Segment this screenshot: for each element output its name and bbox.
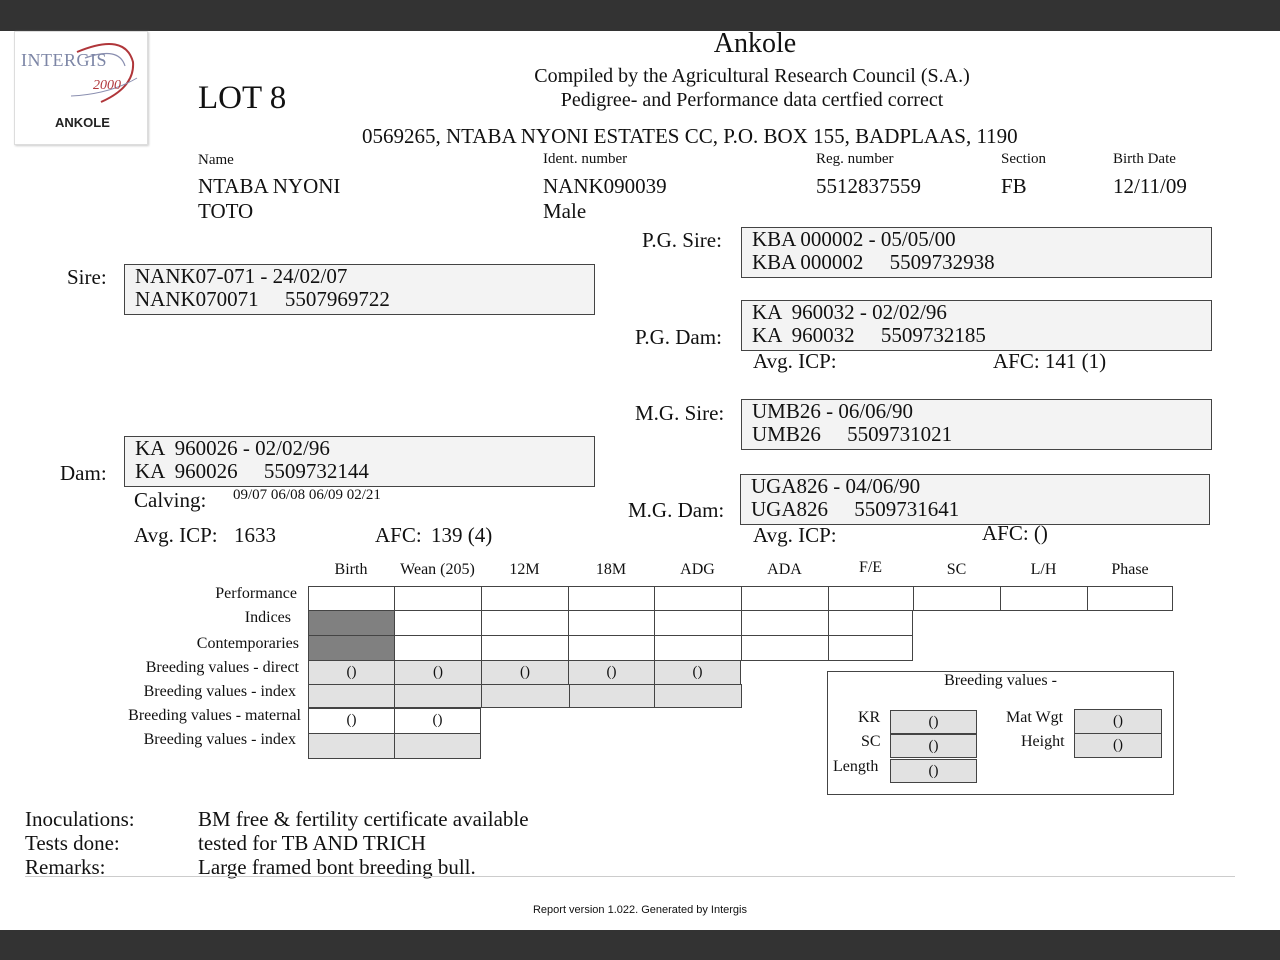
sire-line-1: NANK07-071 - 24/02/07 bbox=[135, 264, 348, 288]
bv-kr-label: KR bbox=[858, 709, 881, 726]
pgdam-label: P.G. Dam: bbox=[635, 325, 722, 349]
row-bv-index-1: Breeding values - index bbox=[143, 683, 296, 700]
calving-label: Calving: bbox=[134, 488, 207, 512]
logo-year: 2000 bbox=[93, 78, 121, 93]
contemp-cell bbox=[308, 635, 395, 661]
pgsire-line-1: KBA 000002 - 05/05/00 bbox=[752, 227, 956, 251]
perf-cell bbox=[308, 586, 395, 611]
perf-cell bbox=[1087, 586, 1173, 611]
pg-icp-label: Avg. ICP: bbox=[753, 349, 837, 373]
reg-label: Reg. number bbox=[816, 151, 894, 167]
remarks-value: Large framed bont breeding bull. bbox=[198, 855, 476, 879]
dam-label: Dam: bbox=[60, 461, 107, 485]
bv-height-value: () bbox=[1074, 733, 1162, 758]
bv-matwgt-value: () bbox=[1074, 709, 1162, 734]
logo-brand: INTERGIS bbox=[21, 50, 107, 70]
pgdam-line-1: KA 960032 - 02/02/96 bbox=[752, 300, 947, 324]
bv-index2-cell bbox=[308, 733, 395, 759]
mgdam-line-2: UGA826 5509731641 bbox=[751, 497, 960, 521]
dam-icp-value: 1633 bbox=[234, 523, 276, 547]
logo-swoosh-icon bbox=[15, 32, 147, 112]
col-fe: F/E bbox=[858, 559, 883, 576]
sire-box bbox=[124, 264, 595, 315]
owner-details: 0569265, NTABA NYONI ESTATES CC, P.O. BOX 155, BADPLAAS, 1190 bbox=[362, 124, 1018, 148]
inoc-label: Inoculations: bbox=[25, 807, 135, 831]
inoc-value: BM free & fertility certificate available bbox=[198, 807, 529, 831]
sire-line-2: NANK070071 5507969722 bbox=[135, 287, 390, 311]
mgsire-box bbox=[741, 399, 1212, 450]
mg-icp-label: Avg. ICP: bbox=[753, 523, 837, 547]
bv-index-cell bbox=[481, 684, 570, 708]
footer-divider bbox=[25, 876, 1235, 877]
animal-name: NTABA NYONI bbox=[198, 174, 341, 198]
indices-cell bbox=[568, 610, 655, 636]
bv-maternal-cell: () bbox=[308, 708, 395, 734]
bv-height-label: Height bbox=[1021, 733, 1065, 750]
row-bv-index-2: Breeding values - index bbox=[143, 731, 296, 748]
birth-label: Birth Date bbox=[1113, 151, 1176, 167]
col-birth: Birth bbox=[334, 561, 368, 578]
bv-direct-cell: () bbox=[308, 660, 395, 685]
mgdam-line-1: UGA826 - 04/06/90 bbox=[751, 474, 921, 498]
name-label: Name bbox=[198, 152, 234, 168]
remarks-label: Remarks: bbox=[25, 855, 106, 879]
lot-number: LOT 8 bbox=[198, 80, 287, 116]
mgsire-line-1: UMB26 - 06/06/90 bbox=[752, 399, 914, 423]
reg-number: 5512837559 bbox=[816, 174, 921, 198]
breed-title: Ankole bbox=[713, 28, 797, 59]
bv-sc-value: () bbox=[890, 734, 977, 758]
indices-cell bbox=[654, 610, 742, 636]
indices-cell bbox=[308, 610, 395, 636]
calving-dates: 09/07 06/08 06/09 02/21 bbox=[233, 487, 381, 503]
perf-cell bbox=[481, 586, 569, 611]
bv-sc-label: SC bbox=[861, 733, 881, 750]
contemp-cell bbox=[394, 635, 482, 661]
dam-afc-value: 139 (4) bbox=[431, 523, 493, 547]
row-contemporaries: Contemporaries bbox=[196, 635, 299, 652]
certified-note: Pedigree- and Performance data certfied correct bbox=[560, 89, 944, 111]
perf-cell bbox=[828, 586, 914, 611]
perf-cell bbox=[654, 586, 742, 611]
bv-length-value: () bbox=[890, 759, 977, 783]
section-label: Section bbox=[1001, 151, 1046, 167]
col-18m: 18M bbox=[595, 561, 627, 578]
col-12m: 12M bbox=[509, 561, 540, 578]
compiled-by: Compiled by the Agricultural Research Council (S.A.) bbox=[534, 65, 970, 87]
bv-matwgt-label: Mat Wgt bbox=[1006, 709, 1064, 726]
animal-sex: Male bbox=[543, 199, 587, 223]
bv-index-cell bbox=[654, 684, 742, 708]
contemp-cell bbox=[568, 635, 655, 661]
dam-icp-label: Avg. ICP: bbox=[134, 523, 218, 547]
indices-cell bbox=[481, 610, 569, 636]
tests-value: tested for TB AND TRICH bbox=[198, 831, 426, 855]
contemp-cell bbox=[741, 635, 829, 661]
dam-line-1: KA 960026 - 02/02/96 bbox=[135, 436, 330, 460]
col-ada: ADA bbox=[767, 561, 802, 578]
pgdam-line-2: KA 960032 5509732185 bbox=[752, 323, 986, 347]
birth-date: 12/11/09 bbox=[1113, 174, 1187, 198]
mgdam-label: M.G. Dam: bbox=[628, 498, 725, 522]
dam-box bbox=[124, 436, 595, 487]
perf-cell bbox=[394, 586, 482, 611]
sire-label: Sire: bbox=[67, 265, 107, 289]
report-version: Report version 1.022. Generated by Intergis bbox=[532, 904, 747, 916]
bv-direct-cell: () bbox=[654, 660, 741, 685]
bv-index-cell bbox=[569, 684, 655, 708]
perf-cell bbox=[741, 586, 829, 611]
mgsire-line-2: UMB26 5509731021 bbox=[752, 422, 953, 446]
bv-direct-cell: () bbox=[394, 660, 482, 685]
col-adg: ADG bbox=[680, 561, 715, 578]
bv-maternal-cell: () bbox=[394, 708, 481, 734]
pgsire-label: P.G. Sire: bbox=[642, 228, 722, 252]
mgsire-label: M.G. Sire: bbox=[635, 401, 725, 425]
perf-cell bbox=[568, 586, 655, 611]
contemp-cell bbox=[481, 635, 569, 661]
perf-cell bbox=[913, 586, 1001, 611]
pgsire-box bbox=[741, 227, 1212, 278]
contemp-cell bbox=[828, 635, 913, 661]
indices-cell bbox=[394, 610, 482, 636]
top-bar bbox=[0, 0, 1280, 31]
col-wean: Wean (205) bbox=[400, 561, 475, 578]
logo-breed: ANKOLE bbox=[55, 115, 110, 130]
bv-length-label: Length bbox=[833, 758, 879, 775]
intergis-logo bbox=[14, 31, 148, 145]
bv-box-title: Breeding values - bbox=[944, 672, 1057, 689]
pgdam-box bbox=[741, 300, 1212, 351]
bottom-bar bbox=[0, 930, 1280, 960]
mg-afc: AFC: () bbox=[982, 521, 1048, 545]
row-bv-maternal: Breeding values - maternal bbox=[128, 707, 301, 724]
col-sc: SC bbox=[946, 561, 967, 578]
bv-index2-cell bbox=[394, 733, 481, 759]
col-lh: L/H bbox=[1030, 561, 1057, 578]
ident-label: Ident. number bbox=[543, 151, 628, 167]
animal-name-2: TOTO bbox=[198, 199, 254, 223]
row-bv-direct: Breeding values - direct bbox=[145, 659, 299, 676]
bv-direct-cell: () bbox=[481, 660, 569, 685]
bv-index-cell bbox=[308, 684, 395, 708]
dam-afc-label: AFC: bbox=[375, 523, 422, 547]
bv-direct-cell: () bbox=[568, 660, 655, 685]
bv-index-cell bbox=[394, 684, 482, 708]
perf-cell bbox=[1000, 586, 1088, 611]
pgsire-line-2: KBA 000002 5509732938 bbox=[752, 250, 995, 274]
tests-label: Tests done: bbox=[25, 831, 120, 855]
col-phase: Phase bbox=[1111, 561, 1149, 578]
breeding-values-box bbox=[827, 671, 1174, 795]
row-indices: Indices bbox=[244, 609, 291, 626]
pg-afc: AFC: 141 (1) bbox=[993, 349, 1107, 373]
bv-kr-value: () bbox=[890, 710, 977, 734]
indices-cell bbox=[828, 610, 913, 636]
ident-number: NANK090039 bbox=[543, 174, 667, 198]
contemp-cell bbox=[654, 635, 742, 661]
mgdam-box bbox=[740, 474, 1210, 525]
indices-cell bbox=[741, 610, 829, 636]
section-value: FB bbox=[1001, 174, 1027, 198]
dam-line-2: KA 960026 5509732144 bbox=[135, 459, 369, 483]
row-performance: Performance bbox=[215, 585, 297, 602]
